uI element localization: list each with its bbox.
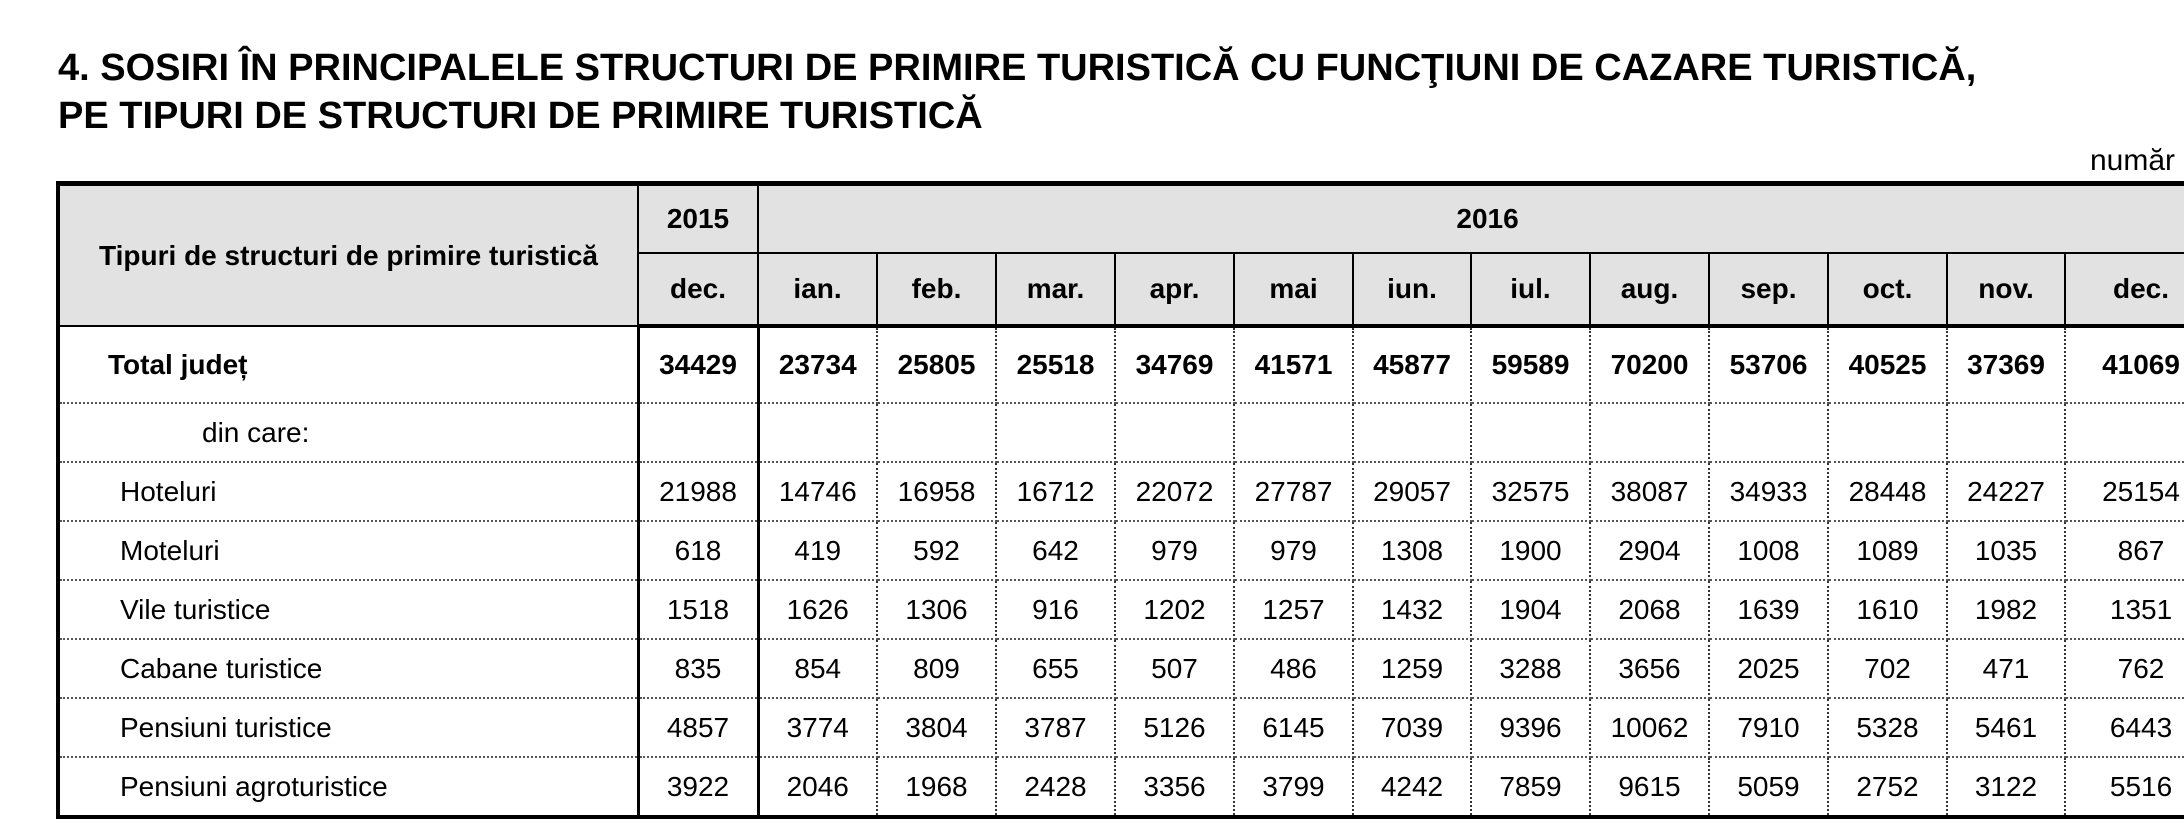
month-header: dec.: [2065, 253, 2184, 326]
table-cell: 5059: [1709, 757, 1828, 817]
table-row: [58, 757, 2184, 817]
table-cell: 34769: [1115, 326, 1234, 403]
table-cell: 1008: [1709, 521, 1828, 580]
table-cell: 618: [638, 521, 758, 580]
table-cell: [1234, 403, 1353, 462]
row-label: Pensiuni agroturistice: [58, 757, 638, 817]
table-cell: 24227: [1947, 462, 2065, 521]
table-cell: 53706: [1709, 326, 1828, 403]
table-cell: 1904: [1471, 580, 1590, 639]
table-cell: 1306: [877, 580, 996, 639]
table-cell: 6145: [1234, 698, 1353, 757]
year-2016-header: 2016: [758, 184, 2184, 254]
table-cell: 3288: [1471, 639, 1590, 698]
month-header: mar.: [996, 253, 1115, 326]
table-cell: 59589: [1471, 326, 1590, 403]
table-cell: 916: [996, 580, 1115, 639]
table-cell: 3922: [638, 757, 758, 817]
table-cell: 762: [2065, 639, 2184, 698]
row-label: din care:: [58, 403, 638, 462]
month-header: nov.: [1947, 253, 2065, 326]
table-cell: 1982: [1947, 580, 2065, 639]
table-cell: 655: [996, 639, 1115, 698]
row-label: Pensiuni turistice: [58, 698, 638, 757]
month-header: apr.: [1115, 253, 1234, 326]
table-cell: 3774: [758, 698, 877, 757]
table-cell: 4857: [638, 698, 758, 757]
table-cell: 867: [2065, 521, 2184, 580]
table-cell: 2428: [996, 757, 1115, 817]
table-cell: [758, 403, 877, 462]
row-label: Total județ: [58, 326, 638, 403]
table-row: [58, 403, 2184, 462]
table-cell: 1202: [1115, 580, 1234, 639]
table-cell: 1351: [2065, 580, 2184, 639]
table-cell: 10062: [1590, 698, 1709, 757]
table-row: [58, 580, 2184, 639]
row-label: Vile turistice: [58, 580, 638, 639]
table-cell: 2025: [1709, 639, 1828, 698]
table-cell: 5328: [1828, 698, 1947, 757]
table-cell: 5516: [2065, 757, 2184, 817]
table-cell: 16712: [996, 462, 1115, 521]
page-title-line-2: PE TIPURI DE STRUCTURI DE PRIMIRE TURISTICĂ: [58, 95, 983, 137]
table-cell: [1709, 403, 1828, 462]
table-cell: 507: [1115, 639, 1234, 698]
table-cell: 29057: [1353, 462, 1471, 521]
table-cell: 41069: [2065, 326, 2184, 403]
month-header: iul.: [1471, 253, 1590, 326]
table-cell: 835: [638, 639, 758, 698]
table-cell: 1035: [1947, 521, 2065, 580]
table-cell: 1968: [877, 757, 996, 817]
table-cell: [1115, 403, 1234, 462]
table-cell: 4242: [1353, 757, 1471, 817]
table-cell: 702: [1828, 639, 1947, 698]
table-cell: [996, 403, 1115, 462]
table-cell: 37369: [1947, 326, 2065, 403]
table-cell: 592: [877, 521, 996, 580]
table-cell: 14746: [758, 462, 877, 521]
table-cell: 471: [1947, 639, 2065, 698]
table-cell: [1947, 403, 2065, 462]
table-row: [58, 462, 2184, 521]
month-header: iun.: [1353, 253, 1471, 326]
table-cell: 5461: [1947, 698, 2065, 757]
table-cell: 41571: [1234, 326, 1353, 403]
table-cell: 25805: [877, 326, 996, 403]
table-cell: 1610: [1828, 580, 1947, 639]
table-cell: [1471, 403, 1590, 462]
month-header: ian.: [758, 253, 877, 326]
month-header: feb.: [877, 253, 996, 326]
table-cell: 23734: [758, 326, 877, 403]
table-cell: 3656: [1590, 639, 1709, 698]
table-cell: 979: [1115, 521, 1234, 580]
table-cell: 3356: [1115, 757, 1234, 817]
month-header: aug.: [1590, 253, 1709, 326]
table-cell: 34933: [1709, 462, 1828, 521]
month-header: oct.: [1828, 253, 1947, 326]
table-cell: 1900: [1471, 521, 1590, 580]
table-cell: 642: [996, 521, 1115, 580]
table-cell: 22072: [1115, 462, 1234, 521]
table-cell: 809: [877, 639, 996, 698]
table-cell: 419: [758, 521, 877, 580]
table-row: [58, 521, 2184, 580]
table-cell: [1353, 403, 1471, 462]
table-cell: 21988: [638, 462, 758, 521]
row-label: Moteluri: [58, 521, 638, 580]
table-row: [58, 639, 2184, 698]
table-cell: [877, 403, 996, 462]
table-cell: [2065, 403, 2184, 462]
month-header: dec.: [638, 253, 758, 326]
table-cell: 3804: [877, 698, 996, 757]
table-cell: 25154: [2065, 462, 2184, 521]
month-header: sep.: [1709, 253, 1828, 326]
table-cell: 1308: [1353, 521, 1471, 580]
month-header: mai: [1234, 253, 1353, 326]
table-cell: 70200: [1590, 326, 1709, 403]
table-cell: 1259: [1353, 639, 1471, 698]
table-cell: 2046: [758, 757, 877, 817]
table-cell: 1518: [638, 580, 758, 639]
table-cell: 28448: [1828, 462, 1947, 521]
table-cell: 27787: [1234, 462, 1353, 521]
table-cell: 45877: [1353, 326, 1471, 403]
table-cell: 38087: [1590, 462, 1709, 521]
table-cell: 7039: [1353, 698, 1471, 757]
table-cell: 1639: [1709, 580, 1828, 639]
table-cell: 2068: [1590, 580, 1709, 639]
table-cell: 1432: [1353, 580, 1471, 639]
table-cell: [1590, 403, 1709, 462]
row-label: Cabane turistice: [58, 639, 638, 698]
table-cell: 9615: [1590, 757, 1709, 817]
table-cell: 7910: [1709, 698, 1828, 757]
table-cell: 1089: [1828, 521, 1947, 580]
header-row-years: [58, 184, 2184, 254]
table-cell: [1828, 403, 1947, 462]
table-cell: 32575: [1471, 462, 1590, 521]
year-2015-header: 2015: [638, 184, 758, 254]
unit-label: număr: [2090, 144, 2176, 177]
table-cell: 2752: [1828, 757, 1947, 817]
table-header: [58, 184, 2184, 327]
arrivals-table: [56, 181, 2184, 819]
table-cell: 34429: [638, 326, 758, 403]
table-cell: [638, 403, 758, 462]
table-cell: 9396: [1471, 698, 1590, 757]
table-body: [58, 326, 2184, 817]
table-cell: 486: [1234, 639, 1353, 698]
table-cell: 2904: [1590, 521, 1709, 580]
table-cell: 7859: [1471, 757, 1590, 817]
table-row: [58, 326, 2184, 403]
stub-header: Tipuri de structuri de primire turistică: [58, 184, 638, 327]
page-title: [58, 44, 2168, 140]
row-label: Hoteluri: [58, 462, 638, 521]
table-cell: 3799: [1234, 757, 1353, 817]
table-cell: 25518: [996, 326, 1115, 403]
table-cell: 3122: [1947, 757, 2065, 817]
table-cell: 854: [758, 639, 877, 698]
table-cell: 6443: [2065, 698, 2184, 757]
table-row: [58, 698, 2184, 757]
table-cell: 5126: [1115, 698, 1234, 757]
table-cell: 1626: [758, 580, 877, 639]
table-cell: 1257: [1234, 580, 1353, 639]
table-cell: 40525: [1828, 326, 1947, 403]
table-cell: 16958: [877, 462, 996, 521]
table-cell: 3787: [996, 698, 1115, 757]
page-title-line-1: 4. SOSIRI ÎN PRINCIPALELE STRUCTURI DE PRIMIRE TURISTICĂ CU FUNCŢIUNI DE CAZARE TURISTICĂ,: [58, 47, 1977, 89]
table-cell: 979: [1234, 521, 1353, 580]
